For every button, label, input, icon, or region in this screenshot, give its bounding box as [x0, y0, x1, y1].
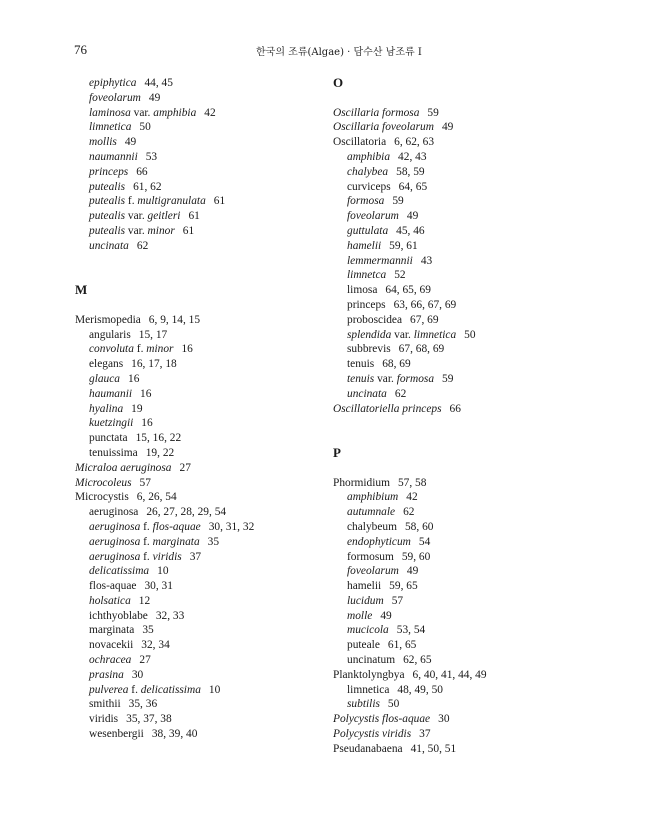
entry-pages: 6, 40, 41, 44, 49: [412, 668, 487, 681]
index-subentry: [75, 638, 345, 653]
index-subentry: [333, 535, 603, 550]
entry-term: puteale: [347, 639, 380, 652]
entry-pages: 53, 54: [396, 624, 426, 637]
index-subentry: [333, 697, 603, 712]
entry-pages: 30: [438, 713, 450, 726]
index-subentry: [333, 564, 603, 579]
index-subentry: [333, 505, 603, 520]
entry-term: f.: [140, 535, 153, 548]
index-subentry: [333, 268, 603, 283]
entry-pages: 35: [142, 624, 154, 637]
entry-term: minor: [146, 343, 174, 356]
entry-pages: 19, 22: [145, 446, 175, 459]
index-subentry: [333, 239, 603, 254]
index-subentry: [333, 328, 603, 343]
entry-pages: 58, 59: [396, 165, 425, 178]
index-subentry: [333, 254, 603, 269]
index-subentry: [333, 165, 603, 180]
index-entry: [333, 742, 603, 757]
entry-term: amphibia: [153, 106, 197, 119]
entry-term: lucidum: [347, 594, 384, 607]
entry-term: chalybeum: [347, 520, 397, 533]
index-subentry: [75, 668, 345, 683]
entry-pages: 59: [427, 106, 439, 119]
entry-pages: 50: [464, 328, 476, 341]
index-subentry: [333, 638, 603, 653]
entry-pages: 49: [124, 136, 137, 149]
entry-pages: 6, 26, 54: [136, 491, 177, 504]
index-entry: [333, 727, 603, 742]
page-number: 76: [74, 42, 87, 57]
entry-term: Micraloa aeruginosa: [75, 461, 172, 474]
index-entry: [333, 402, 603, 417]
entry-term: hamelii: [347, 580, 382, 593]
index-subentry: [75, 609, 345, 624]
entry-term: punctata: [89, 432, 128, 445]
entry-pages: 61: [213, 195, 226, 208]
entry-pages: 42: [204, 106, 216, 119]
entry-pages: 30, 31, 32: [208, 520, 255, 533]
entry-term: Phormidium: [333, 476, 390, 489]
entry-pages: 62: [136, 239, 149, 252]
entry-term: Merismopedia: [75, 313, 141, 326]
index-subentry: [75, 683, 345, 698]
entry-term: minor: [147, 224, 175, 237]
index-entry: [75, 476, 345, 491]
entry-term: proboscidea: [347, 313, 403, 326]
entry-pages: 12: [138, 594, 151, 607]
entry-term: limnetica: [413, 328, 457, 341]
entry-term: putealis: [89, 224, 126, 237]
entry-term: princeps: [89, 165, 129, 178]
entry-term: limnetica: [347, 683, 390, 696]
entry-pages: 16: [140, 387, 152, 400]
index-entry: [333, 135, 603, 150]
entry-pages: 62: [403, 506, 415, 519]
entry-term: subbrevis: [347, 343, 391, 356]
index-subentry: [333, 653, 603, 668]
entry-pages: 19: [131, 402, 143, 415]
entry-term: f.: [125, 195, 138, 208]
entry-term: aeruginosa: [89, 520, 141, 533]
entry-term: foveolarum: [347, 210, 399, 223]
section-letter: P: [333, 444, 341, 460]
index-subentry: [75, 416, 345, 431]
entry-pages: 42, 43: [398, 150, 427, 163]
entry-term: endophyticum: [347, 535, 411, 548]
entry-term: delicatissima: [89, 565, 150, 578]
index-subentry: [333, 372, 603, 387]
index-subentry: [75, 180, 345, 195]
entry-term: ochracea: [89, 654, 132, 667]
index-subentry: [75, 328, 345, 343]
entry-term: Microcoleus: [75, 476, 132, 489]
entry-pages: 66: [136, 165, 148, 178]
entry-pages: 16: [128, 372, 140, 385]
entry-term: delicatissima: [140, 683, 201, 696]
entry-term: holsatica: [89, 594, 131, 607]
index-subentry: [333, 150, 603, 165]
index-subentry: [75, 76, 345, 91]
entry-term: var.: [391, 328, 414, 341]
entry-pages: 15, 17: [138, 328, 168, 341]
index-subentry: [333, 342, 603, 357]
entry-term: Pseudanabaena: [333, 742, 403, 755]
index-subentry: [75, 224, 345, 239]
index-subentry: [75, 120, 345, 135]
entry-term: limnetica: [89, 121, 132, 134]
entry-pages: 15, 16, 22: [135, 432, 182, 445]
index-subentry: [333, 683, 603, 698]
index-subentry: [75, 91, 345, 106]
entry-term: formosa: [396, 372, 435, 385]
index-subentry: [333, 520, 603, 535]
entry-term: f.: [128, 683, 141, 696]
index-subentry: [75, 194, 345, 209]
entry-term: marginata: [152, 535, 200, 548]
entry-term: hyalina: [89, 402, 124, 415]
entry-pages: 26, 27, 28, 29, 54: [146, 506, 227, 519]
index-subentry: [333, 313, 603, 328]
entry-pages: 49: [380, 609, 392, 622]
entry-term: subtilis: [347, 698, 380, 711]
index-subentry: [333, 579, 603, 594]
index-subentry: [75, 446, 345, 461]
index-subentry: [75, 239, 345, 254]
entry-pages: 43: [420, 254, 433, 267]
entry-term: aeruginosa: [89, 535, 141, 548]
index-subentry: [75, 594, 345, 609]
index-subentry: [75, 372, 345, 387]
entry-term: f.: [133, 343, 147, 356]
entry-pages: 61: [188, 210, 200, 223]
entry-term: formosum: [347, 550, 394, 563]
entry-pages: 32, 34: [141, 639, 170, 652]
entry-term: flos-aquae: [89, 580, 137, 593]
entry-pages: 16: [181, 343, 193, 356]
entry-term: tenuis: [347, 372, 375, 385]
entry-pages: 35, 36: [128, 698, 158, 711]
entry-term: ichthyoblabe: [89, 609, 148, 622]
entry-term: haumanii: [89, 387, 133, 400]
entry-term: elegans: [89, 358, 124, 371]
index-subentry: [75, 520, 345, 535]
entry-term: naumannii: [89, 150, 138, 163]
entry-pages: 27: [139, 654, 151, 667]
entry-pages: 59, 60: [401, 550, 431, 563]
entry-term: glauca: [89, 372, 121, 385]
entry-term: mollis: [89, 136, 117, 149]
index-subentry: [75, 135, 345, 150]
entry-term: angularis: [89, 328, 131, 341]
entry-term: formosa: [347, 195, 385, 208]
entry-pages: 50: [139, 121, 151, 134]
section-letter: M: [75, 282, 88, 298]
entry-term: putealis: [89, 210, 126, 223]
entry-term: var.: [374, 372, 397, 385]
entry-pages: 30: [131, 668, 144, 681]
entry-pages: 63, 66, 67, 69: [393, 298, 457, 311]
index-subentry: [333, 180, 603, 195]
entry-term: amphibium: [347, 491, 399, 504]
entry-term: foveolarum: [89, 91, 141, 104]
spacer: [75, 298, 345, 313]
entry-term: novacekii: [89, 639, 134, 652]
entry-pages: 68, 69: [382, 358, 411, 371]
entry-term: Oscillatoriella princeps: [333, 402, 442, 415]
entry-pages: 61, 62: [133, 180, 162, 193]
index-subentry: [333, 550, 603, 565]
index-entry: [75, 313, 345, 328]
entry-term: viridis: [152, 550, 182, 563]
entry-term: f.: [140, 550, 153, 563]
spacer: [333, 91, 603, 106]
spacer: [333, 461, 603, 476]
entry-pages: 57: [391, 594, 404, 607]
entry-pages: 59, 65: [389, 580, 418, 593]
index-subentry: [75, 106, 345, 121]
index-subentry: [333, 357, 603, 372]
index-subentry: [75, 579, 345, 594]
entry-pages: 38, 39, 40: [151, 728, 198, 741]
index-subentry: [333, 387, 603, 402]
entry-pages: 35, 37, 38: [126, 713, 172, 726]
index-entry: [333, 106, 603, 121]
entry-pages: 10: [208, 683, 221, 696]
entry-term: Oscillatoria: [333, 136, 387, 149]
entry-pages: 37: [419, 728, 431, 741]
entry-term: aeruginosa: [89, 506, 139, 519]
entry-term: multigranulata: [137, 195, 206, 208]
entry-pages: 49: [406, 565, 419, 578]
entry-pages: 64, 65: [398, 180, 428, 193]
entry-pages: 62, 65: [403, 654, 432, 667]
index-column-right: [333, 76, 603, 757]
entry-term: amphibia: [347, 150, 391, 163]
entry-term: Microcystis: [75, 491, 129, 504]
entry-term: limnetca: [347, 269, 387, 282]
section-letter: O: [333, 75, 344, 90]
entry-pages: 49: [406, 210, 419, 223]
entry-pages: 6, 9, 14, 15: [148, 313, 201, 326]
entry-term: putealis: [89, 180, 126, 193]
entry-pages: 42: [406, 491, 418, 504]
entry-term: aeruginosa: [89, 550, 141, 563]
index-subentry: [75, 564, 345, 579]
index-entry: [333, 712, 603, 727]
entry-pages: 59, 61: [389, 239, 418, 252]
entry-term: marginata: [89, 624, 135, 637]
entry-term: laminosa: [89, 106, 131, 119]
entry-term: molle: [347, 609, 373, 622]
entry-term: var.: [130, 106, 154, 119]
entry-term: uncinata: [89, 239, 129, 252]
entry-term: Planktolyngbya: [333, 668, 405, 681]
entry-pages: 30, 31: [144, 580, 173, 593]
entry-pages: 49: [148, 91, 161, 104]
index-subentry: [75, 505, 345, 520]
entry-term: smithii: [89, 698, 121, 711]
index-subentry: [333, 224, 603, 239]
index-subentry: [333, 609, 603, 624]
index-subentry: [75, 150, 345, 165]
entry-term: lemmermannii: [347, 254, 413, 267]
entry-term: geitleri: [147, 210, 181, 223]
entry-term: uncinata: [347, 387, 387, 400]
index-subentry: [75, 550, 345, 565]
index-entry: [75, 490, 345, 505]
entry-term: Polycystis flos-aquae: [333, 713, 431, 726]
entry-pages: 67, 68, 69: [398, 343, 445, 356]
entry-term: hamelii: [347, 239, 382, 252]
entry-term: limosa: [347, 284, 378, 297]
index-entry: [333, 668, 603, 683]
entry-term: tenuissima: [89, 446, 138, 459]
entry-term: epiphytica: [89, 77, 137, 89]
index-subentry: [75, 431, 345, 446]
entry-term: mucicola: [347, 624, 389, 637]
entry-pages: 37: [189, 550, 202, 563]
entry-pages: 16, 17, 18: [131, 358, 177, 371]
entry-pages: 45, 46: [396, 224, 425, 237]
entry-pages: 41, 50, 51: [410, 742, 457, 755]
entry-pages: 16: [141, 417, 153, 430]
entry-term: Polycystis viridis: [333, 728, 412, 741]
entry-pages: 50: [387, 698, 400, 711]
entry-term: viridis: [89, 713, 119, 726]
entry-pages: 66: [449, 402, 461, 415]
index-subentry: [75, 387, 345, 402]
entry-pages: 54: [418, 535, 431, 548]
index-subentry: [75, 165, 345, 180]
index-entry: [333, 476, 603, 491]
index-subentry: [75, 712, 345, 727]
entry-term: tenuis: [347, 358, 375, 371]
entry-term: guttulata: [347, 224, 389, 237]
entry-pages: 61, 65: [387, 639, 417, 652]
entry-term: pulverea: [89, 683, 129, 696]
index-subentry: [75, 342, 345, 357]
index-subentry: [75, 727, 345, 742]
entry-term: foveolarum: [347, 565, 399, 578]
index-entry: [75, 461, 345, 476]
index-subentry: [75, 209, 345, 224]
entry-pages: 57: [139, 476, 151, 489]
index-subentry: [75, 357, 345, 372]
index-subentry: [333, 490, 603, 505]
entry-term: splendida: [347, 328, 392, 341]
entry-term: Oscillaria formosa: [333, 106, 420, 119]
entry-pages: 64, 65, 69: [385, 284, 431, 297]
entry-pages: 44, 45: [144, 77, 173, 89]
entry-pages: 48, 49, 50: [397, 683, 443, 696]
running-head: 한국의 조류(Algae) · 담수산 남조류 I: [256, 47, 422, 58]
entry-term: var.: [125, 224, 148, 237]
index-subentry: [333, 623, 603, 638]
entry-pages: 52: [394, 269, 406, 282]
entry-pages: 10: [157, 565, 169, 578]
entry-pages: 32, 33: [155, 609, 185, 622]
entry-term: princeps: [347, 298, 386, 311]
index-subentry: [75, 653, 345, 668]
index-subentry: [75, 402, 345, 417]
index-subentry: [333, 283, 603, 298]
entry-pages: 61: [182, 224, 195, 237]
entry-pages: 67, 69: [410, 313, 439, 326]
entry-term: putealis: [89, 195, 126, 208]
entry-pages: 57, 58: [397, 476, 427, 489]
entry-pages: 49: [441, 121, 454, 134]
index-subentry: [333, 594, 603, 609]
entry-term: var.: [125, 210, 148, 223]
entry-pages: 59: [442, 372, 454, 385]
entry-term: uncinatum: [347, 654, 396, 667]
entry-term: Oscillaria foveolarum: [333, 121, 434, 134]
section-gap: [75, 254, 345, 284]
entry-pages: 35: [207, 535, 220, 548]
index-subentry: [75, 535, 345, 550]
entry-term: chalybea: [347, 165, 389, 178]
index-subentry: [333, 209, 603, 224]
entry-term: f.: [140, 520, 153, 533]
entry-term: convoluta: [89, 343, 134, 356]
index-subentry: [75, 697, 345, 712]
entry-term: kuetzingii: [89, 417, 134, 430]
entry-term: autumnale: [347, 506, 396, 519]
entry-term: flos-aquae: [152, 520, 201, 533]
index-entry: [333, 120, 603, 135]
index-subentry: [333, 298, 603, 313]
entry-term: prasina: [89, 668, 124, 681]
index-subentry: [75, 623, 345, 638]
entry-term: wesenbergii: [89, 728, 144, 741]
section-gap: [333, 416, 603, 446]
index-column-left: [75, 76, 345, 742]
entry-pages: 58, 60: [404, 520, 434, 533]
entry-pages: 62: [394, 387, 407, 400]
entry-pages: 27: [179, 461, 191, 474]
entry-term: curviceps: [347, 180, 391, 193]
entry-pages: 53: [145, 150, 158, 163]
index-subentry: [333, 194, 603, 209]
entry-pages: 6, 62, 63: [394, 136, 435, 149]
entry-pages: 59: [392, 195, 404, 208]
